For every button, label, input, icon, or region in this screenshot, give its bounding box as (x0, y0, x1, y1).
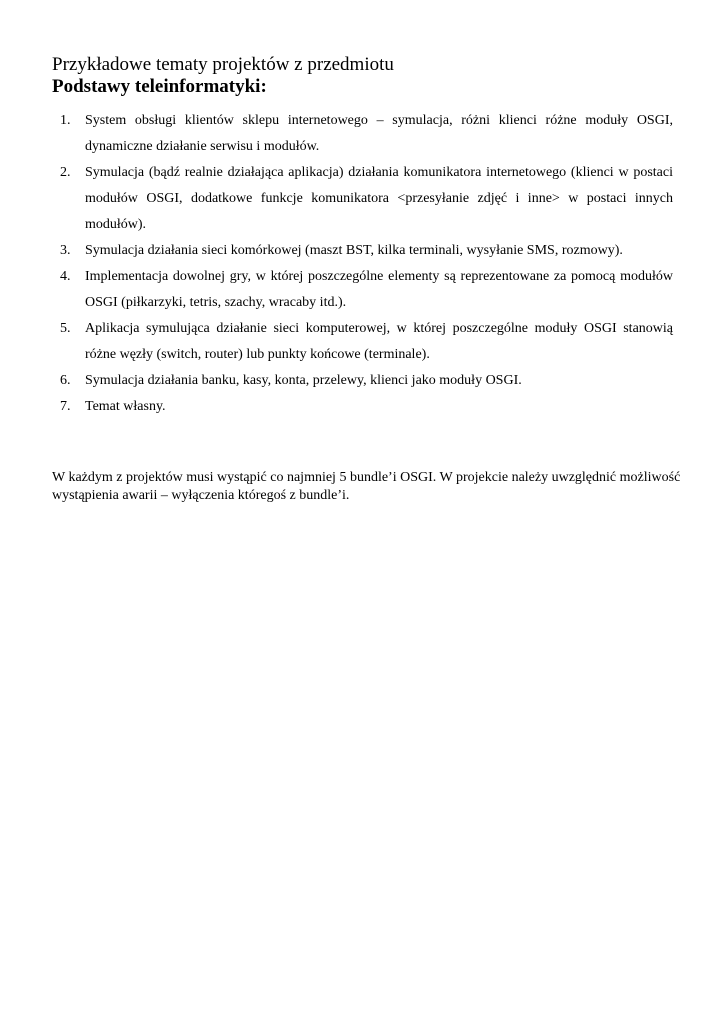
list-item-text: Implementacja dowolnej gry, w której poszczególne elementy są reprezentowane za pomocą modułów OSGI (piłkarzyki, tetris, szachy, wracaby itd.). (85, 269, 673, 310)
list-item (0, 264, 724, 316)
list-item (0, 238, 724, 264)
list-item-text: Aplikacja symulująca działanie sieci komputerowej, w której poszczególne moduły OSGI stanowią różne węzły (switch, router) lub punkty końcowe (terminale). (85, 321, 673, 362)
list-item (0, 394, 724, 420)
list-item-text: Symulacja (bądź realnie działająca aplikacja) działania komunikatora internetowego (klienci w postaci modułów OSGI, dodatkowe funkcje komunikatora <przesyłanie zdjęć i inne> w postaci innych modułów). (85, 165, 673, 232)
list-item (0, 108, 724, 160)
requirements-note: W każdym z projektów musi wystąpić co najmniej 5 bundle’i OSGI. W projekcie należy uwzględnić możliwość wystąpienia awarii – wyłączenia któregoś z bundle’i. (52, 470, 681, 503)
list-item (0, 316, 724, 368)
list-item-number: 5. (60, 321, 71, 336)
document-title: Przykładowe tematy projektów z przedmiotu (52, 54, 394, 75)
document-subject-heading: Podstawy teleinformatyki: (52, 76, 267, 97)
list-item-text: Symulacja działania sieci komórkowej (maszt BST, kilka terminali, wysyłanie SMS, rozmowy). (85, 243, 623, 258)
list-item-text: Temat własny. (85, 399, 166, 414)
topics-list (0, 108, 724, 420)
list-item-number: 7. (60, 399, 71, 414)
list-item-number: 1. (60, 113, 71, 128)
list-item-number: 4. (60, 269, 71, 284)
list-item-text: System obsługi klientów sklepu internetowego – symulacja, różni klienci różne moduły OSGI, dynamiczne działanie serwisu i modułów. (85, 113, 673, 154)
list-item (0, 368, 724, 394)
list-item-number: 3. (60, 243, 71, 258)
list-item-text: Symulacja działania banku, kasy, konta, przelewy, klienci jako moduły OSGI. (85, 373, 522, 388)
list-item (0, 160, 724, 238)
list-item-number: 6. (60, 373, 71, 388)
list-item-number: 2. (60, 165, 71, 180)
